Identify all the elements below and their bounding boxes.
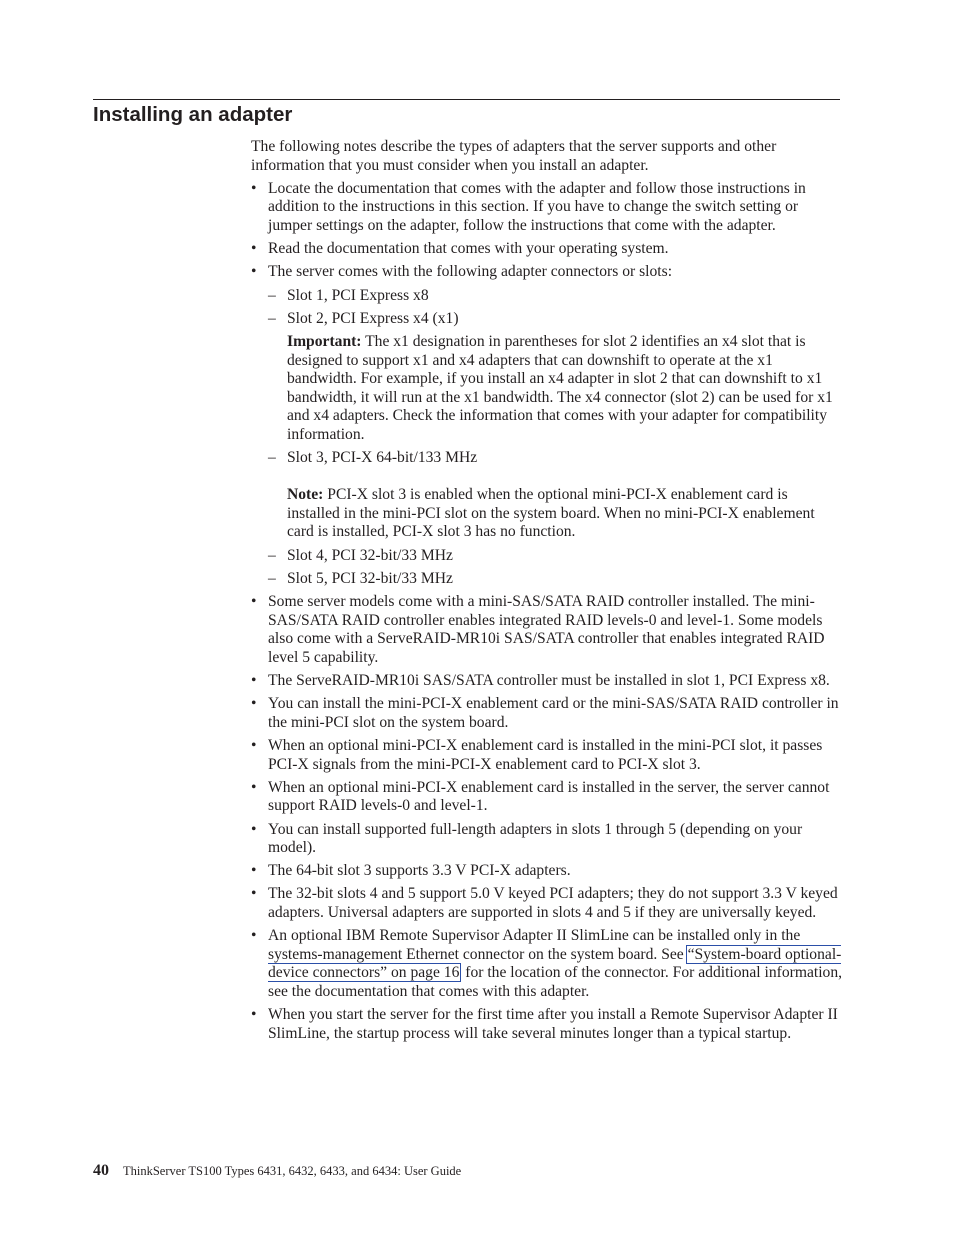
bullet-icon: • xyxy=(251,885,257,903)
slot-text: Slot 3, PCI-X 64-bit/133 MHz xyxy=(287,449,478,467)
bullet-icon: • xyxy=(251,778,257,796)
dash-icon: – xyxy=(268,309,276,327)
section-rule xyxy=(93,99,840,100)
bullet-icon: • xyxy=(251,695,257,713)
bullet-icon: • xyxy=(251,671,257,689)
bullet-icon: • xyxy=(251,1006,257,1024)
bullet-icon: • xyxy=(251,862,257,880)
notes-list xyxy=(251,180,843,1044)
list-item xyxy=(251,672,843,691)
list-item-text: Read the documentation that comes with your operating system. xyxy=(268,240,669,258)
system-board-connectors-link[interactable]: “System-board optional-device connectors” on page 16 xyxy=(268,945,842,982)
important-note xyxy=(287,333,843,445)
text-before-link: An optional IBM Remote Supervisor Adapter II SlimLine can be installed only in the systems-management Ethernet connector on the system board. See xyxy=(268,927,801,963)
list-item xyxy=(251,862,843,881)
list-item xyxy=(251,180,843,236)
list-item xyxy=(251,927,843,1001)
dash-icon: – xyxy=(268,569,276,587)
list-item-text xyxy=(268,927,842,1000)
footer-title: ThinkServer TS100 Types 6431, 6432, 6433, and 6434: User Guide xyxy=(123,1164,462,1178)
bullet-icon: • xyxy=(251,593,257,610)
list-item-text: The ServeRAID-MR10i SAS/SATA controller must be installed in slot 1, PCI Express x8. xyxy=(268,671,830,689)
list-item-text: When an optional mini-PCI-X enablement card is installed in the server, the server cannot support RAID levels-0 and level-1. xyxy=(268,778,830,815)
list-item-text: Locate the documentation that comes with the adapter and follow those instructions in addition to the instructions in this section. If you have to change the switch setting or jumper settings on the adapter, follow the instructions that come with the adapter. xyxy=(268,179,806,234)
slot-item xyxy=(268,570,843,589)
list-item xyxy=(251,737,843,774)
list-item-text: You can install supported full-length adapters in slots 1 through 5 (depending on your model). xyxy=(268,820,803,857)
list-item-text: The 64-bit slot 3 supports 3.3 V PCI-X adapters. xyxy=(268,862,571,880)
bullet-icon: • xyxy=(251,820,257,838)
list-item-text: When you start the server for the first time after you install a Remote Supervisor Adapter II SlimLine, the startup process will take several minutes longer than a typical startup. xyxy=(268,1006,838,1042)
slot-text: Slot 5, PCI 32-bit/33 MHz xyxy=(287,569,453,587)
page-footer xyxy=(93,1162,461,1181)
list-item xyxy=(251,821,843,858)
note-text: PCI-X slot 3 is enabled when the optional mini-PCI-X enablement card is installed in the mini-PCI slot on the system board. When no mini-PCI-X enablement card is installed, PCI-X slot 3 has no function. xyxy=(287,486,815,541)
list-item xyxy=(251,593,843,667)
list-item-text: When an optional mini-PCI-X enablement card is installed in the mini-PCI slot, it passes PCI-X signals from the mini-PCI-X enablement card to PCI-X slot 3. xyxy=(268,736,823,773)
slot-item xyxy=(268,287,843,306)
list-item-text: You can install the mini-PCI-X enablement card or the mini-SAS/SATA RAID controller in the mini-PCI slot on the system board. xyxy=(268,695,839,731)
bullet-icon: • xyxy=(251,179,257,197)
list-item xyxy=(251,1006,843,1043)
list-item-text: The server comes with the following adapter connectors or slots: xyxy=(268,263,673,281)
list-item xyxy=(251,240,843,259)
slot-list xyxy=(268,287,843,589)
note-label: Note: xyxy=(287,486,324,504)
list-item xyxy=(251,885,843,922)
main-content xyxy=(251,138,843,1048)
bullet-icon: • xyxy=(251,240,257,258)
important-label: Important: xyxy=(287,332,362,350)
page-number: 40 xyxy=(93,1162,109,1179)
slot-item xyxy=(268,449,843,542)
slot-text: Slot 4, PCI 32-bit/33 MHz xyxy=(287,546,453,564)
list-item-text: Some server models come with a mini-SAS/SATA RAID controller installed. The mini-SAS/SATA RAID controller enables integrated RAID levels-0 and level-1. Some models also come with a ServeRAID-MR10i SAS/SATA controller that enables integrated RAID level 5 capability. xyxy=(268,593,825,666)
list-item-text: The 32-bit slots 4 and 5 support 5.0 V keyed PCI adapters; they do not support 3.3 V keyed adapters. Universal adapters are supported in slots 4 and 5 if they are universally keyed. xyxy=(268,885,838,922)
slot-text: Slot 1, PCI Express x8 xyxy=(287,286,429,304)
important-text: The x1 designation in parentheses for slot 2 identifies an x4 slot that is designed to support x1 and x4 adapters that can downshift to operate at the x1 bandwidth. For example, if you install an x4 adapter in slot 2 that can downshift to x1 bandwidth, it will run at the x1 bandwidth. The x4 connector (slot 2) can be used for x1 and x4 adapters. Check the information that comes with your adapter for compatibility information. xyxy=(287,332,833,443)
slot-text: Slot 2, PCI Express x4 (x1) xyxy=(287,309,459,327)
bullet-icon: • xyxy=(251,927,257,945)
slot-item xyxy=(268,547,843,566)
bullet-icon: • xyxy=(251,736,257,754)
list-item xyxy=(251,779,843,816)
note xyxy=(287,486,843,542)
slot-item xyxy=(268,310,843,445)
text-after-link: for the location of the connector. For additional information, see the documentation that comes with this adapter. xyxy=(268,964,843,1001)
intro-paragraph: The following notes describe the types of adapters that the server supports and other information that you must consider when you install an adapter. xyxy=(251,138,777,174)
dash-icon: – xyxy=(268,449,276,467)
dash-icon: – xyxy=(268,286,276,304)
list-item xyxy=(251,263,843,588)
list-item xyxy=(251,695,843,732)
dash-icon: – xyxy=(268,546,276,564)
page-title: Installing an adapter xyxy=(93,103,293,126)
bullet-icon: • xyxy=(251,263,257,281)
